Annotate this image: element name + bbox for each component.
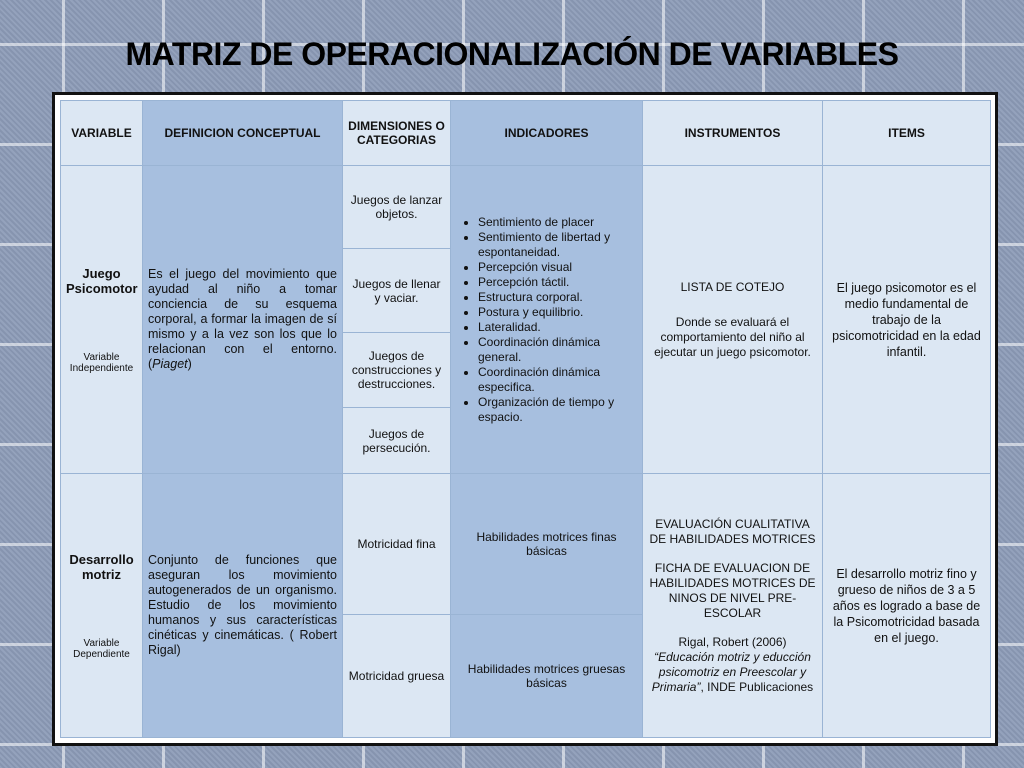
- list-item: • Coordinación dinámica especifica.: [478, 365, 637, 395]
- variable-type: Variable Independiente: [69, 351, 134, 374]
- dimension-cell: Juegos de lanzar objetos.: [343, 166, 451, 249]
- header-indicadores: INDICADORES: [451, 101, 643, 166]
- matrix-container: [60, 100, 988, 738]
- operationalization-matrix: [60, 100, 991, 738]
- list-item: • Organización de tiempo y espacio.: [478, 395, 637, 425]
- list-item: • Estructura corporal.: [478, 290, 637, 305]
- header-definicion: DEFINICION CONCEPTUAL: [143, 101, 343, 166]
- list-item: • Percepción visual: [478, 260, 637, 275]
- page-title: MATRIZ DE OPERACIONALIZACIÓN DE VARIABLES: [125, 36, 899, 72]
- dimension-cell: Juegos de llenar y vaciar.: [343, 249, 451, 332]
- variable-type: Variable Dependiente: [73, 637, 130, 660]
- table-row: [61, 474, 991, 614]
- header-dimensiones: DIMENSIONES O CATEGORIAS: [343, 101, 451, 166]
- indicators-list: [456, 215, 637, 425]
- variable-cell: [61, 474, 143, 738]
- definition-text: Conjunto de funciones que aseguran los movimiento autogenerados de un organismo. Estudio de los movimiento humanos y sus características cinéticas y cinemáticas. ( Robert Rigal): [148, 553, 337, 658]
- items-text: El desarrollo motriz fino y grueso de niños de 3 a 5 años es logrado a base de la Psicomotricidad basada en el juego.: [832, 566, 981, 645]
- dimension-cell: Juegos de construcciones y destrucciones.: [343, 332, 451, 407]
- instrument-name: EVALUACIÓN CUALITATIVA DE HABILIDADES MOTRICES: [649, 516, 816, 546]
- variable-name: Desarrollo motriz: [69, 551, 134, 582]
- list-item: • Coordinación dinámica general.: [478, 335, 637, 365]
- header-variable: VARIABLE: [61, 101, 143, 166]
- items-cell: [823, 474, 991, 738]
- list-item: • Postura y equilibrio.: [478, 305, 637, 320]
- instrument-reference: Rigal, Robert (2006) “Educación motriz y educción psicomotriz en Preescolar y Primaria”, INDE Publicaciones: [651, 634, 814, 694]
- items-text: El juego psicomotor es el medio fundamental de trabajo de la psicomotricidad en la edad infantil.: [832, 280, 981, 359]
- definition-text: Es el juego del movimiento que ayudad al niño a tomar conciencia de su esquema corporal, a formar la imagen de sí mismo y a la vez son los que lo relacionan con el entorno. (Piaget): [148, 267, 337, 372]
- instruments-cell: [643, 474, 823, 738]
- instrument-name: LISTA DE COTEJO: [680, 279, 785, 294]
- dimension-cell: Motricidad gruesa: [343, 614, 451, 737]
- table-row: [61, 166, 991, 249]
- matrix-frame: [52, 92, 998, 746]
- indicator-cell: Habilidades motrices gruesas básicas: [451, 614, 643, 737]
- instrument-name: FICHA DE EVALUACION DE HABILIDADES MOTRICES DE NINOS DE NIVEL PRE-ESCOLAR: [649, 560, 816, 620]
- header-instrumentos: INSTRUMENTOS: [643, 101, 823, 166]
- indicators-cell: [451, 166, 643, 474]
- dimension-cell: Motricidad fina: [343, 474, 451, 614]
- variable-name: Juego Psicomotor: [66, 265, 138, 296]
- indicator-cell: Habilidades motrices finas básicas: [451, 474, 643, 614]
- items-cell: [823, 166, 991, 474]
- header-items: ITEMS: [823, 101, 991, 166]
- variable-cell: [61, 166, 143, 474]
- definition-cell: [143, 166, 343, 474]
- list-item: • Percepción táctil.: [478, 275, 637, 290]
- definition-cell: [143, 474, 343, 738]
- instruments-cell: [643, 166, 823, 474]
- instrument-description: Donde se evaluará el comportamiento del niño al ejecutar un juego psicomotor.: [654, 314, 811, 359]
- list-item: • Sentimiento de libertad y espontaneidad.: [478, 230, 637, 260]
- list-item: • Sentimiento de placer: [478, 215, 637, 230]
- dimension-cell: Juegos de persecución.: [343, 407, 451, 473]
- list-item: • Lateralidad.: [478, 320, 637, 335]
- header-row: [61, 101, 991, 166]
